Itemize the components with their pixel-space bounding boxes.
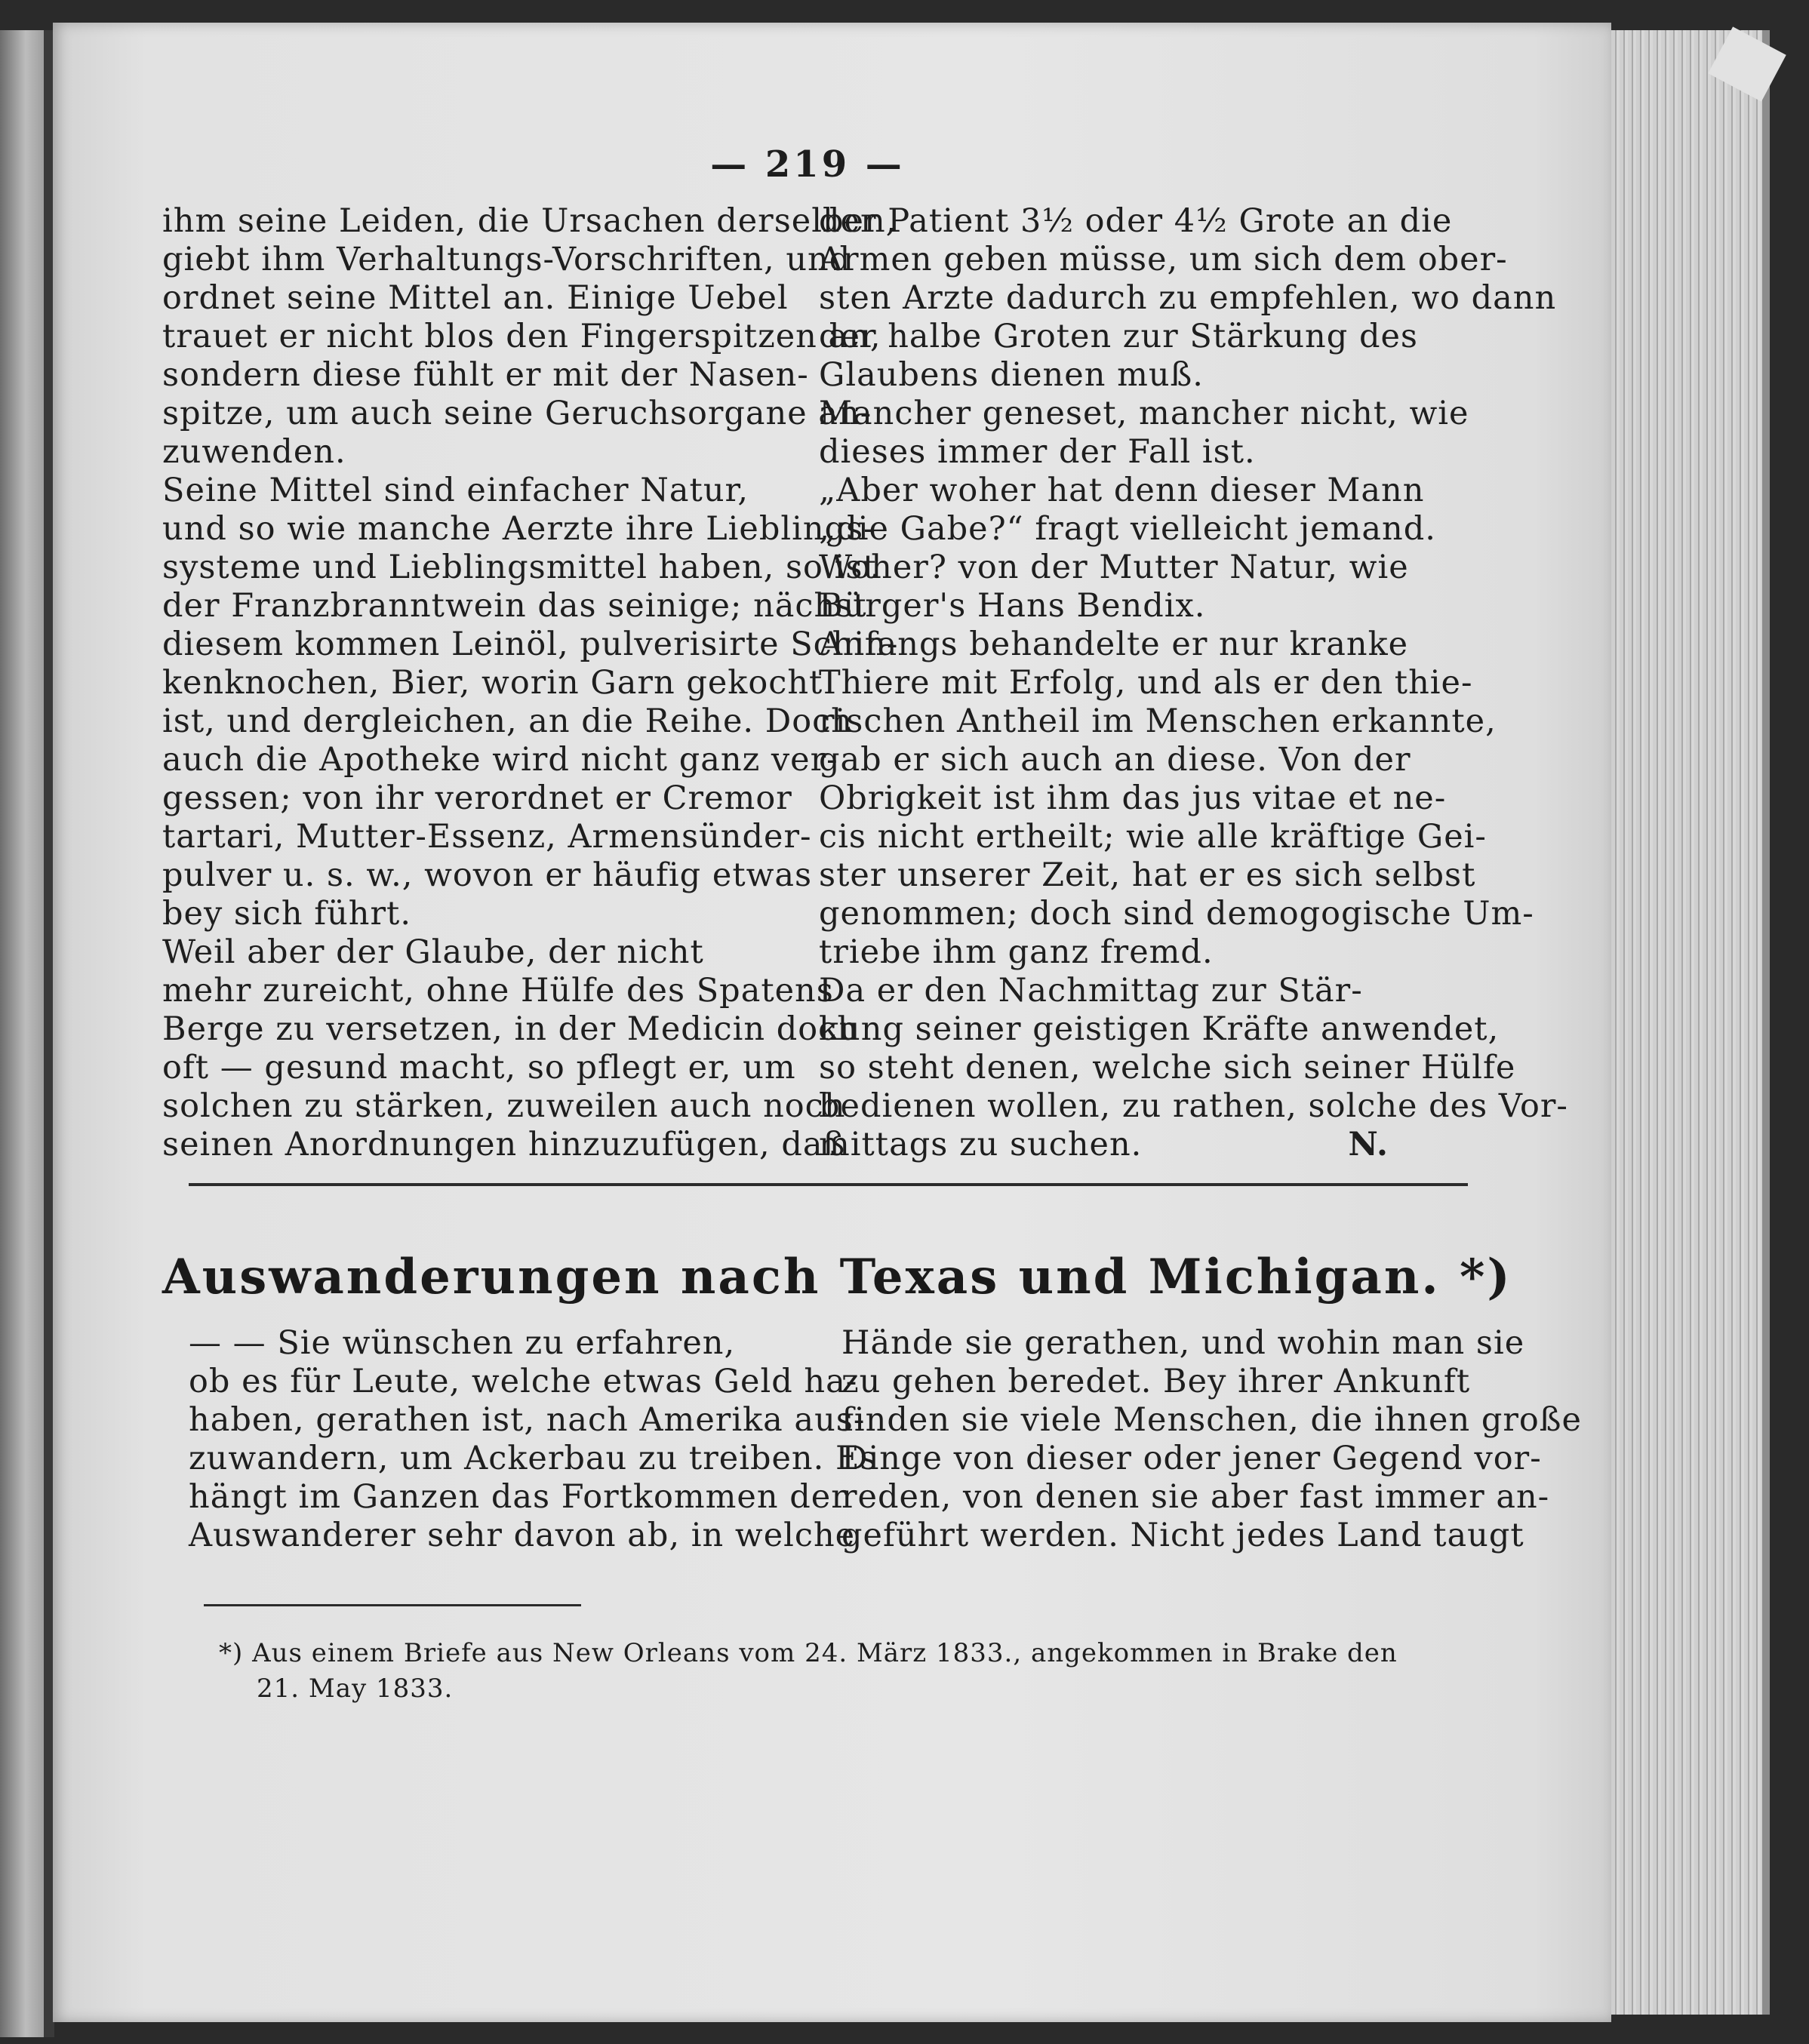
- text-line: seinen Anordnungen hinzuzufügen, daß: [162, 1126, 846, 1163]
- text-line: kenknochen, Bier, worin Garn gekocht: [162, 664, 823, 702]
- text-line: sten Arzte dadurch zu empfehlen, wo dann: [819, 279, 1557, 317]
- footnote: [219, 1636, 1479, 1707]
- text-line: „Aber woher hat denn dieser Mann: [819, 472, 1425, 509]
- page-number: — 219 —: [710, 143, 905, 186]
- author-signature: N.: [1348, 1126, 1389, 1163]
- text-line: bedienen wollen, zu rathen, solche des Vor-: [819, 1087, 1568, 1125]
- article2-left-column: [189, 1324, 878, 1555]
- text-line: gab er sich auch an diese. Von der: [819, 741, 1411, 779]
- text-line: trauet er nicht blos den Fingerspitzen an,: [162, 318, 881, 355]
- text-line: sondern diese fühlt er mit der Nasen-: [162, 356, 809, 394]
- text-line: ordnet seine Mittel an. Einige Uebel: [162, 279, 789, 317]
- section-divider: [189, 1183, 1468, 1186]
- text-line: der Patient 3½ oder 4½ Grote an die: [819, 202, 1453, 240]
- text-line: oft — gesund macht, so pflegt er, um: [162, 1049, 796, 1087]
- text-line: „die Gabe?“ fragt vielleicht jemand.: [819, 510, 1436, 548]
- text-line: zuwandern, um Ackerbau zu treiben. Es: [189, 1440, 878, 1477]
- text-line: so steht denen, welche sich seiner Hülfe: [819, 1049, 1516, 1087]
- text-line: spitze, um auch seine Geruchsorgane an-: [162, 395, 872, 432]
- text-line: ob es für Leute, welche etwas Geld ha-: [189, 1363, 858, 1400]
- text-line: Anfangs behandelte er nur kranke: [819, 625, 1409, 663]
- text-line: Mancher geneset, mancher nicht, wie: [819, 395, 1469, 432]
- text-line: Armen geben müsse, um sich dem ober-: [819, 241, 1508, 278]
- text-line: genommen; doch sind demogogische Um-: [819, 895, 1534, 933]
- text-line: dieses immer der Fall ist.: [819, 433, 1256, 471]
- text-line: bey sich führt.: [162, 895, 412, 933]
- text-line: Hände sie gerathen, und wohin man sie: [841, 1324, 1525, 1362]
- text-line: der halbe Groten zur Stärkung des: [819, 318, 1418, 355]
- text-line: Da er den Nachmittag zur Stär-: [819, 972, 1363, 1010]
- text-line: cis nicht ertheilt; wie alle kräftige Gei-: [819, 818, 1487, 856]
- text-line: Seine Mittel sind einfacher Natur,: [162, 472, 749, 509]
- article1-left-column: [162, 202, 899, 1164]
- text-line: Obrigkeit ist ihm das jus vitae et ne-: [819, 779, 1447, 817]
- text-line: giebt ihm Verhaltungs-Vorschriften, und: [162, 241, 851, 278]
- text-line: der Franzbranntwein das seinige; nächst: [162, 587, 867, 625]
- text-line: Bürger's Hans Bendix.: [819, 587, 1206, 625]
- text-line: Weil aber der Glaube, der nicht: [162, 933, 704, 971]
- text-line: tartari, Mutter-Essenz, Armensünder-: [162, 818, 812, 856]
- text-line: haben, gerathen ist, nach Amerika aus-: [189, 1401, 866, 1439]
- text-line: geführt werden. Nicht jedes Land taugt: [841, 1517, 1524, 1554]
- text-line: mehr zureicht, ohne Hülfe des Spatens: [162, 972, 834, 1010]
- text-line: zuwenden.: [162, 433, 346, 471]
- text-line: gessen; von ihr verordnet er Cremor: [162, 779, 792, 817]
- text-line: reden, von denen sie aber fast immer an-: [841, 1478, 1550, 1516]
- text-line: triebe ihm ganz fremd.: [819, 933, 1214, 971]
- text-line: Dinge von dieser oder jener Gegend vor-: [841, 1440, 1542, 1477]
- text-line: diesem kommen Leinöl, pulverisirte Schin-: [162, 625, 899, 663]
- article2-right-column: [841, 1324, 1582, 1555]
- text-line: ihm seine Leiden, die Ursachen derselben,: [162, 202, 897, 240]
- text-line: hängt im Ganzen das Fortkommen der: [189, 1478, 848, 1516]
- text-line: und so wie manche Aerzte ihre Lieblings-: [162, 510, 875, 548]
- text-line: auch die Apotheke wird nicht ganz ver-: [162, 741, 838, 779]
- article1-right-column: [819, 202, 1568, 1164]
- text-line: zu gehen beredet. Bey ihrer Ankunft: [841, 1363, 1471, 1400]
- left-page-edge: [0, 30, 47, 2037]
- text-line: — — Sie wünschen zu erfahren,: [189, 1324, 736, 1362]
- footnote-rule: [204, 1604, 581, 1606]
- footnote-line: 21. May 1833.: [257, 1674, 454, 1704]
- footnote-line: *) Aus einem Briefe aus New Orleans vom 24. März 1833., angekommen in Brake den: [219, 1638, 1398, 1668]
- article2-heading: Auswanderungen nach Texas und Michigan. *): [162, 1249, 1512, 1305]
- text-line: ster unserer Zeit, hat er es sich selbst: [819, 856, 1476, 894]
- text-line: Thiere mit Erfolg, und als er den thie-: [819, 664, 1473, 702]
- text-line: ist, und dergleichen, an die Reihe. Doch: [162, 702, 853, 740]
- text-line: Auswanderer sehr davon ab, in welche: [189, 1517, 856, 1554]
- text-line: solchen zu stärken, zuweilen auch noch: [162, 1087, 846, 1125]
- page-stack-edge: [1611, 30, 1770, 2015]
- text-line: mittags zu suchen.: [819, 1126, 1143, 1163]
- text-line: Woher? von der Mutter Natur, wie: [819, 549, 1409, 586]
- text-line: Glaubens dienen muß.: [819, 356, 1204, 394]
- text-line: finden sie viele Menschen, die ihnen große: [841, 1401, 1582, 1439]
- text-line: pulver u. s. w., wovon er häufig etwas: [162, 856, 813, 894]
- text-line: rischen Antheil im Menschen erkannte,: [819, 702, 1497, 740]
- text-line: Berge zu versetzen, in der Medicin doch: [162, 1010, 859, 1048]
- text-line: kung seiner geistigen Kräfte anwendet,: [819, 1010, 1500, 1048]
- text-line: systeme und Lieblingsmittel haben, so ist: [162, 549, 877, 586]
